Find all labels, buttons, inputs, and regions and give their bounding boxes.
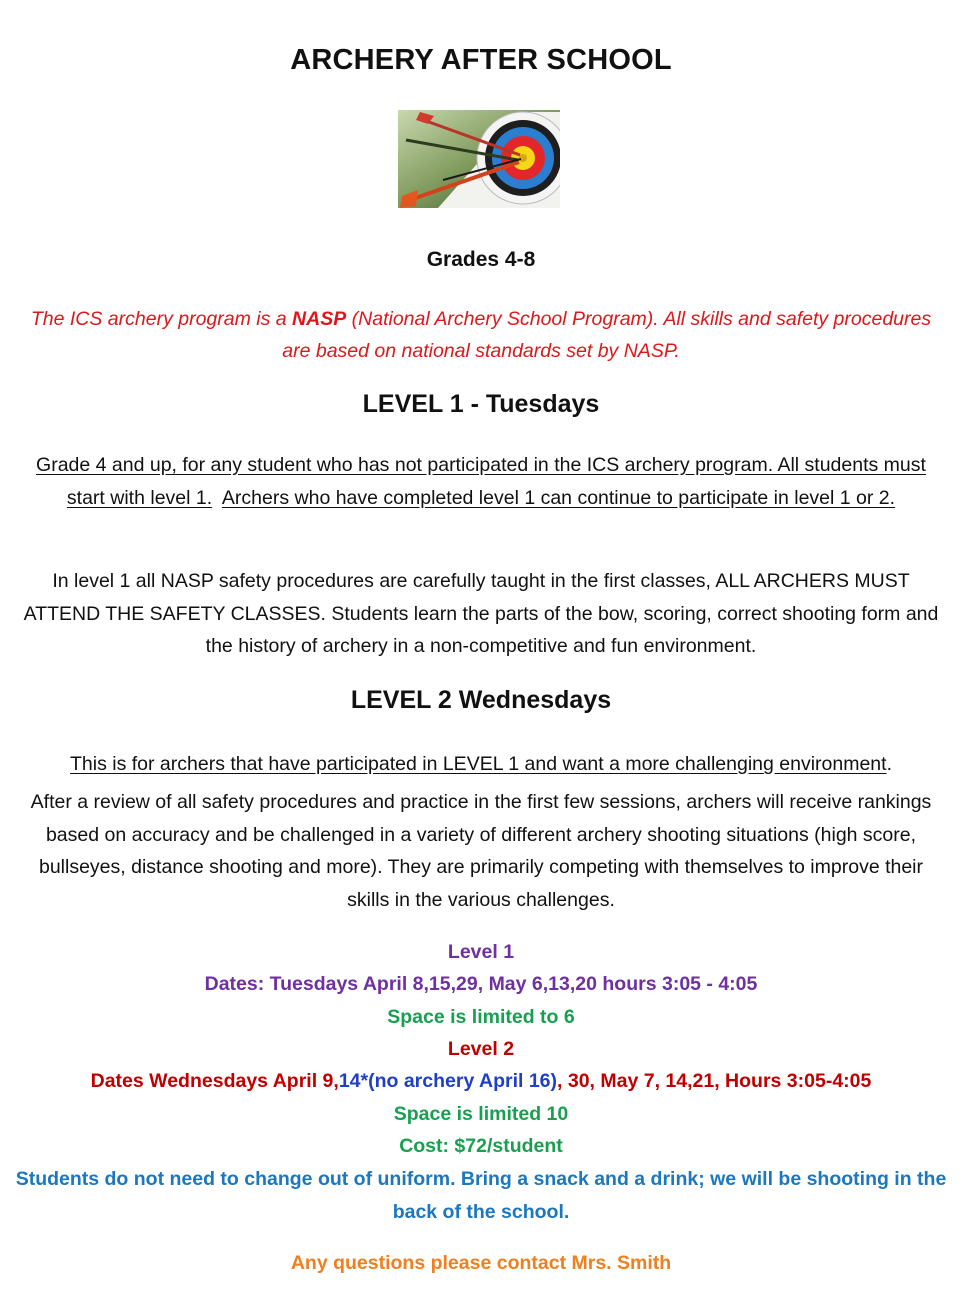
contact-line: Any questions please contact Mrs. Smith: [290, 1252, 672, 1274]
level2-label: Level 2: [447, 1038, 515, 1060]
level1-description: In level 1 all NASP safety procedures are carefully taught in the first classes, ALL ARCHERS MUST ATTEND THE SAFETY CLASSES. Students learn the parts of the bow, scoring, correct shooting form and the history of archery in a non-competitive and fun environment.: [23, 570, 939, 657]
level1-eligibility: [24, 449, 938, 514]
intro-text-1: The ICS archery program is a: [30, 308, 293, 330]
level1-eligibility-b: Archers who have completed level 1 can continue to participate in level 1 or 2.: [221, 486, 896, 509]
level2-eligibility: [10, 748, 952, 781]
archery-target-image: [398, 110, 560, 208]
level2-dates: [10, 1065, 952, 1098]
level1-label: Level 1: [447, 941, 515, 963]
page-title: ARCHERY AFTER SCHOOL: [290, 44, 672, 76]
level1-space: Space is limited to 6: [387, 1006, 575, 1028]
level2-space: Space is limited 10: [393, 1103, 569, 1125]
nasp-acronym: NASP: [292, 308, 347, 330]
intro-text-2: (National Archery School Program). All skills and safety procedures are based on national standards set by NASP.: [282, 308, 932, 362]
level1-heading: LEVEL 1 - Tuesdays: [362, 390, 600, 418]
level2-description: After a review of all safety procedures and practice in the first few sessions, archers will receive rankings based on accuracy and be challenged in a variety of different archery shooting situations (high score, bullseyes, distance shooting and more). They are primarily competing with themselves to improve their skills in the various challenges.: [30, 791, 932, 911]
cost: Cost: $72/student: [399, 1135, 563, 1157]
level1-eligibility-a: Grade 4 and up, for any student who has not participated in the ICS archery program. All students must start with level 1.: [36, 454, 926, 509]
level2-dates-b: 14*(no archery April 16): [338, 1070, 558, 1092]
archery-target-icon: [398, 110, 560, 208]
level2-eligibility-period: .: [886, 753, 892, 775]
level2-dates-a: Dates Wednesdays April 9,: [90, 1070, 339, 1092]
program-intro: [30, 303, 932, 367]
grades-heading: Grades 4-8: [426, 248, 536, 271]
level2-dates-c: , 30, May 7, 14,21, Hours 3:05-4:05: [557, 1070, 872, 1092]
level2-heading: LEVEL 2 Wednesdays: [350, 686, 612, 714]
uniform-note: Students do not need to change out of uniform. Bring a snack and a drink; we will be shooting in the back of the school.: [15, 1168, 947, 1223]
level2-eligibility-text: This is for archers that have participated in LEVEL 1 and want a more challenging environment: [70, 753, 887, 775]
level1-dates: Dates: Tuesdays April 8,15,29, May 6,13,20 hours 3:05 - 4:05: [204, 973, 758, 995]
